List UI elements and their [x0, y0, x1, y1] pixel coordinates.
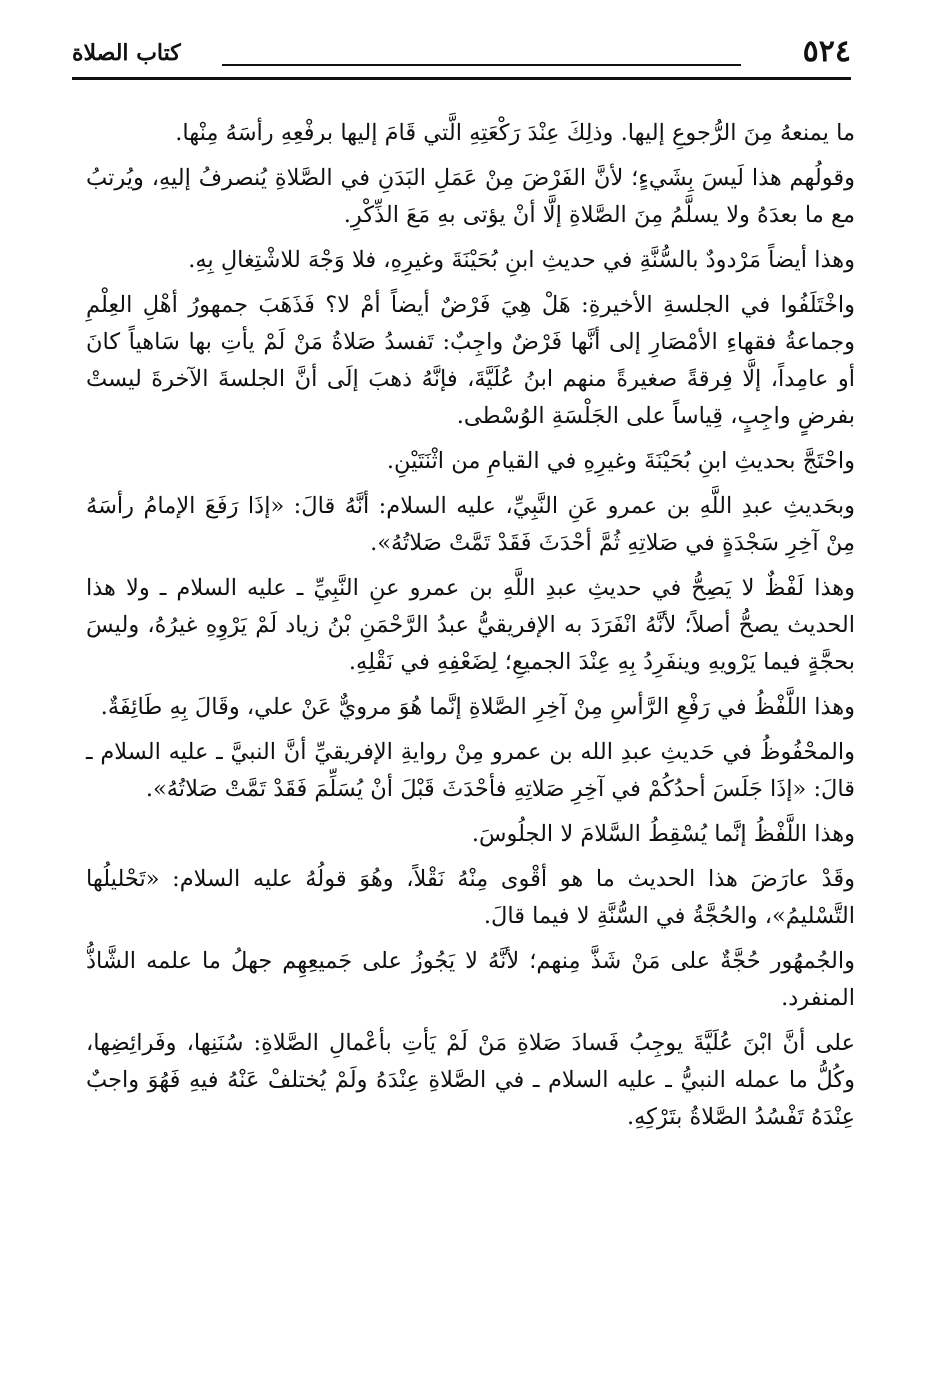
paragraph: وهذا لَفْظٌ لا يَصِحُّ في حديثِ عبدِ اللَّهِ بن عمرو عنِ النَّبِيِّ ـ عليه السلام ـ ولا هذا الحديث يصحُّ أصلاً؛ لأنَّهُ انْفَرَدَ به الإفريقيُّ عبدُ الرَّحْمَنِ بْنُ زياد لَمْ يَرْوِهِ غيرُهُ، وليسَ بحجَّةٍ فيما يَرْويهِ وينفَرِدُ بِهِ عِنْدَ الجميعِ؛ لِضَعْفِهِ في نَقْلِهِ.	[86, 575, 855, 675]
header-rule	[222, 64, 741, 66]
paragraph: وهذا اللَّفْظُ في رَفْعِ الرَّأسِ مِنْ آخِرِ الصَّلاةِ إنَّما هُوَ مرويٌّ عَنْ علي، وقَالَ بِهِ طَائِفَةٌ.	[100, 694, 855, 720]
paragraph: وهذا أيضاً مَرْدودٌ بالسُّنَّةِ في حديثِ ابنِ بُحَيْنَةَ وغيرِهِ، فلا وَجْهَ للاشْتِغالِ بِهِ.	[188, 247, 855, 273]
paragraph: وقَدْ عارَضَ هذا الحديث ما هو أقْوى مِنْهُ نَقْلاً، وهُوَ قولُهُ عليه السلام: «تَحْليلُها التَّسْليمُ»، والحُجَّةُ في السُّنَّةِ لا فيما قالَ.	[86, 866, 855, 929]
page-number: ٥٢٤	[802, 34, 851, 69]
paragraph: والجُمهُور حُجَّةٌ على مَنْ شَذَّ مِنهم؛ لأنَّهُ لا يَجُوزُ على جَميعِهِم جهلُ ما علمه الشَّاذُّ المنفرد.	[86, 948, 855, 1011]
book-title: كتاب الصلاة	[72, 40, 181, 66]
running-header	[72, 30, 851, 80]
paragraph: والمحْفُوظُ في حَديثِ عبدِ الله بن عمرو مِنْ روايةِ الإفريقيِّ أنَّ النبيَّ ـ عليه السلام ـ قالَ: «إذَا جَلَسَ أحدُكُمْ في آخِرِ صَلاتِهِ فأحْدَثَ قَبْلَ أنْ يُسَلِّمَ فَقَدْ تَمَّتْ صَلاتُهُ».	[86, 739, 855, 802]
main-text	[86, 115, 855, 1144]
paragraph: على أنَّ ابْنَ عُلَيَّةَ يوجِبُ فَسادَ صَلاةِ مَنْ لَمْ يَأتِ بأعْمالِ الصَّلاةِ: سُنَنِها، وفَرائِضِها، وكُلُّ ما عمله النبيُّ ـ عليه السلام ـ في الصَّلاةِ عِنْدَهُ ولَمْ يُختلفْ عَنْهُ فيهِ فَهُوَ واجبٌ عِنْدَهُ تَفْسُدُ الصَّلاةُ بتَرْكِهِ.	[86, 1030, 855, 1130]
paragraph: ما يمنعهُ مِنَ الرُّجوعِ إليها. وذلِكَ عِنْدَ رَكْعَتِهِ الَّتي قَامَ إليها برفْعِهِ رأسَهُ مِنْها.	[175, 120, 855, 146]
paragraph: واحْتَجَّ بحديثِ ابنِ بُحَيْنَةَ وغيرِهِ في القيامِ من اثْنَتَيْنِ.	[386, 448, 855, 474]
paragraph: واخْتَلَفُوا في الجلسةِ الأخيرةِ: هَلْ هِيَ فَرْضٌ أيضاً أمْ لا؟ فَذَهَبَ جمهورُ أهْلِ العِلْمِ وجماعةُ فقهاءِ الأمْصَارِ إلى أنَّها فَرْضٌ واجِبٌ: تَفسدُ صَلاةُ مَنْ لَمْ يأتِ بها سَاهياً كانَ أو عامِداً، إلَّا فِرقةً صغيرةً منهم ابنُ عُلَيَّةَ، فإنَّهُ ذهبَ إلَى أنَّ الجلسةَ الآخرةَ ليستْ بفرضٍ واجِبٍ، قِياساً على الجَلْسَةِ الوُسْطى.	[86, 292, 855, 429]
paragraph: وبحَديثِ عبدِ اللَّهِ بن عمرو عَنِ النَّبِيِّ، عليه السلام: أنَّهُ قالَ: «إذَا رَفَعَ الإمامُ رأسَهُ مِنْ آخِرِ سَجْدَةٍ في صَلاتِهِ ثُمَّ أحْدَثَ فَقَدْ تَمَّتْ صَلاتُهُ».	[86, 493, 855, 556]
header-underline	[72, 77, 851, 80]
paragraph: وهذا اللَّفْظُ إنَّما يُسْقِطُ السَّلامَ لا الجلُوسَ.	[471, 821, 855, 847]
paragraph: وقولُهم هذا لَيسَ بِشَيءٍ؛ لأنَّ الفَرْضَ مِنْ عَمَلِ البَدَنِ في الصَّلاةِ يُنصرفُ إليهِ، ويُرتبُ مع ما بعدَهُ ولا يسلَّمُ مِنَ الصَّلاةِ إلَّا أنْ يؤتى بهِ مَعَ الذِّكْرِ.	[86, 165, 855, 228]
